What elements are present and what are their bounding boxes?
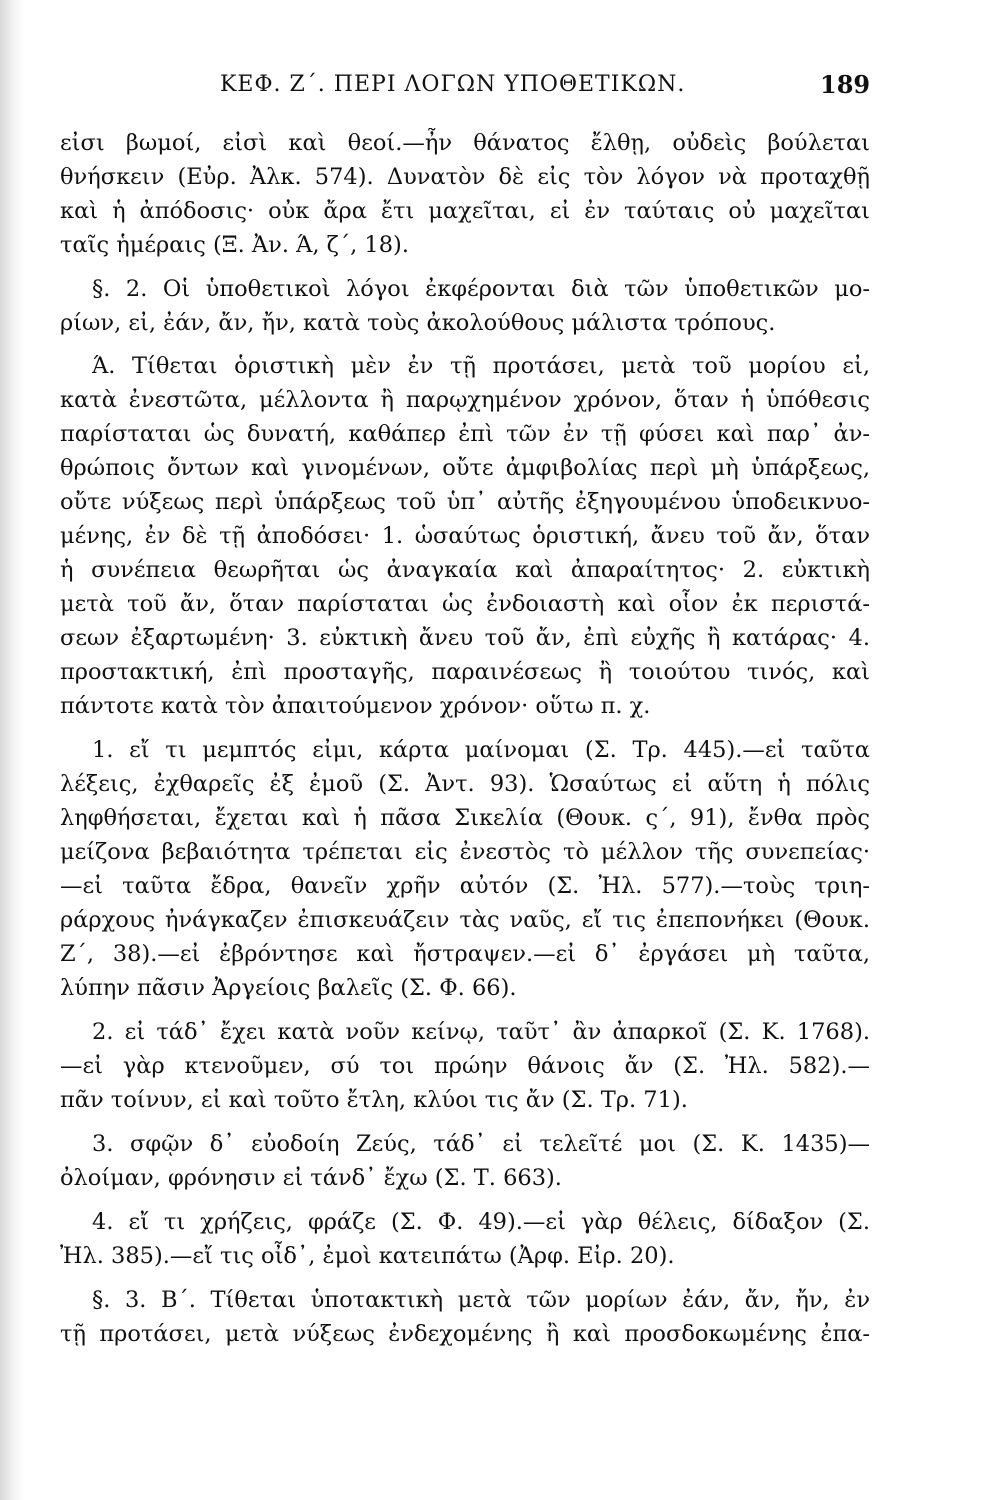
text-line: καὶ ἡ ἀπόδοσις· οὐκ ἄρα ἔτι μαχεῖται, εἰ ἐν ταύταις οὐ μαχεῖται bbox=[60, 198, 870, 224]
text-line: —εἰ ταῦτα ἔδρα, θανεῖν χρῆν αὐτόν (Σ. Ἠλ. 577).—τοὺς τριη- bbox=[60, 873, 870, 899]
text-line: λύπην πᾶσιν Ἀργείοις βαλεῖς (Σ. Φ. 66). bbox=[60, 975, 517, 1001]
text-line: Ζ΄, 38).—εἰ ἐβρόντησε καὶ ἤστραψεν.—εἰ δ᾽ ἐργάσει μὴ ταῦτα, bbox=[60, 941, 870, 967]
text-line: παρίσταται ὡς δυνατή, καθάπερ ἐπὶ τῶν ἐν τῇ φύσει καὶ παρ᾽ ἀν- bbox=[60, 421, 870, 447]
text-line: μετὰ τοῦ ἄν, ὅταν παρίσταται ὡς ἐνδοιαστὴ καὶ οἷον ἐκ περιστά- bbox=[60, 591, 870, 617]
text-line: Ἠλ. 385).—εἴ τις οἶδ᾽, ἐμοὶ κατειπάτω (Ἀρφ. Εἰρ. 20). bbox=[60, 1243, 675, 1269]
text-line: θνήσκειν (Εὐρ. Ἀλκ. 574). Δυνατὸν δὲ εἰς τὸν λόγον νὰ προταχθῇ bbox=[60, 164, 870, 190]
text-line: ὀλοίμαν, φρόνησιν εἰ τάνδ᾽ ἔχω (Σ. Τ. 663). bbox=[60, 1165, 562, 1191]
example-4-start: 4. εἴ τι χρήζεις, φράζε (Σ. Φ. 49).—εἰ γὰρ θέλεις, δίδαξον (Σ. bbox=[92, 1209, 870, 1235]
text-line: σεων ἐξαρτωμένη· 3. εὐκτικὴ ἄνευ τοῦ ἄν, ἐπὶ εὐχῆς ἢ κατάρας· 4. bbox=[60, 625, 870, 651]
section-heading-3: §. 3. Β΄. Τίθεται ὑποτακτικὴ μετὰ τῶν μορίων ἐάν, ἄν, ἤν, ἐν bbox=[92, 1287, 870, 1313]
text-line: πᾶν τοίνυν, εἰ καὶ τοῦτο ἔτλη, κλύοι τις ἄν (Σ. Τρ. 71). bbox=[60, 1087, 688, 1113]
text-line: οὔτε νύξεως περὶ ὑπάρξεως τοῦ ὑπ᾽ αὐτῆς ἐξηγουμένου ὑποδεικνυο- bbox=[60, 489, 870, 515]
example-3-start: 3. σφῷν δ᾽ εὐοδοίη Ζεύς, τάδ᾽ εἰ τελεῖτέ μοι (Σ. Κ. 1435)— bbox=[92, 1131, 870, 1157]
text-line: —εἰ γὰρ κτενοῦμεν, σύ τοι πρώην θάνοις ἄν (Σ. Ἠλ. 582).— bbox=[60, 1053, 870, 1079]
example-2-start: 2. εἰ τάδ᾽ ἔχει κατὰ νοῦν κείνῳ, ταῦτ᾽ ἂν ἀπαρκοῖ (Σ. Κ. 1768). bbox=[92, 1019, 870, 1045]
text-line: μένης, ἐν δὲ τῇ ἀποδόσει· 1. ὡσαύτως ὁριστική, ἄνευ τοῦ ἄν, ὅταν bbox=[60, 523, 870, 549]
page-number: 189 bbox=[820, 70, 871, 99]
text-line: ρίων, εἰ, ἐάν, ἄν, ἤν, κατὰ τοὺς ἀκολούθους μάλιστα τρόπους. bbox=[60, 310, 776, 336]
text-line: τῇ προτάσει, μετὰ νύξεως ἐνδεχομένης ἢ καὶ προσδοκωμένης ἐπα- bbox=[60, 1321, 870, 1347]
text-line: ταῖς ἡμέραις (Ξ. Ἀν. Ά, ζ΄, 18). bbox=[60, 232, 409, 258]
text-line: μείζονα βεβαιότητα τρέπεται εἰς ἐνεστὸς τὸ μέλλον τῆς συνεπείας· bbox=[60, 839, 870, 865]
example-1-start: 1. εἴ τι μεμπτός εἰμι, κάρτα μαίνομαι (Σ. Τρ. 445).—εἰ ταῦτα bbox=[92, 737, 870, 763]
text-line: κατὰ ἐνεστῶτα, μέλλοντα ἢ παρῳχημένον χρόνον, ὅταν ἡ ὑπόθεσις bbox=[60, 387, 870, 413]
text-line: πάντοτε κατὰ τὸν ἀπαιτούμενον χρόνον· οὕτω π. χ. bbox=[60, 693, 651, 719]
text-line: λέξεις, ἐχθαρεῖς ἐξ ἐμοῦ (Σ. Ἀντ. 93). Ὡσαύτως εἰ αὕτη ἡ πόλις bbox=[60, 771, 870, 797]
text-line: ράρχους ἠνάγκαζεν ἐπισκευάζειν τὰς ναῦς, εἴ τις ἐπεπονήκει (Θουκ. bbox=[60, 907, 870, 933]
section-heading-2: §. 2. Οἱ ὑποθετικοὶ λόγοι ἐκφέρονται διὰ τῶν ὑποθετικῶν μο- bbox=[92, 276, 870, 302]
text-line: θρώποις ὄντων καὶ γινομένων, οὔτε ἀμφιβολίας περὶ μὴ ὑπάρξεως, bbox=[60, 455, 870, 481]
text-line: ληφθήσεται, ἔχεται καὶ ἡ πᾶσα Σικελία (Θουκ. ς΄, 91), ἔνθα πρὸς bbox=[60, 805, 870, 831]
paragraph-a-start: Ά. Τίθεται ὁριστικὴ μὲν ἐν τῇ προτάσει, μετὰ τοῦ μορίου εἰ, bbox=[92, 353, 870, 379]
text-line: προστακτική, ἐπὶ προσταγῆς, παραινέσεως ἢ τοιούτου τινός, καὶ bbox=[60, 659, 870, 685]
text-line: ἡ συνέπεια θεωρῆται ὡς ἀναγκαία καὶ ἀπαραίτητος· 2. εὐκτικὴ bbox=[60, 557, 870, 583]
running-head: ΚΕΦ. Ζ΄. ΠΕΡΙ ΛΟΓΩΝ ΥΠΟΘΕΤΙΚΩΝ. bbox=[220, 72, 686, 97]
text-line: εἰσι βωμοί, εἰσὶ καὶ θεοί.—ἦν θάνατος ἔλθῃ, οὐδεὶς βούλεται bbox=[60, 130, 870, 156]
